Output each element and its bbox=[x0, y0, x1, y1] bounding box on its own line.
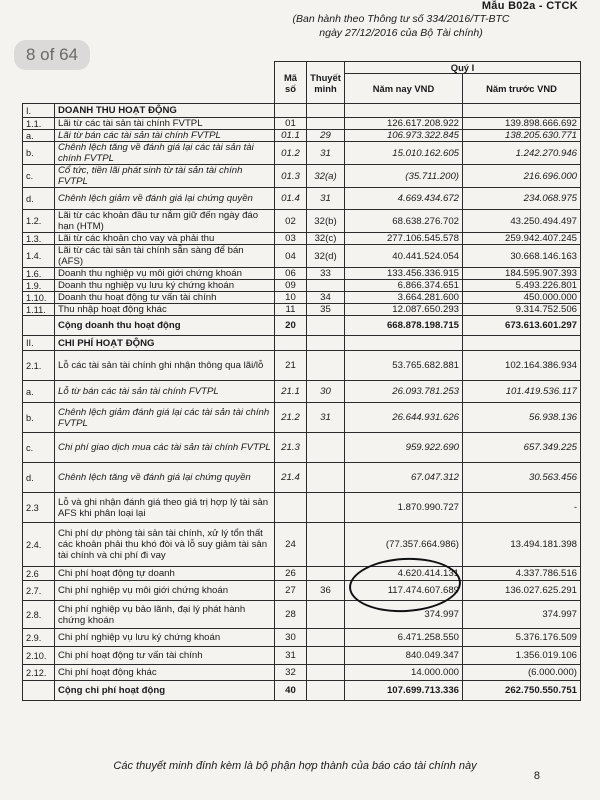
row-current-year: (77.357.664.986) bbox=[345, 523, 463, 567]
row-current-year: 6.866.374.651 bbox=[345, 280, 463, 292]
table-row bbox=[23, 381, 581, 403]
row-note bbox=[307, 104, 345, 118]
table-row bbox=[23, 118, 581, 130]
header-current-year: Năm nay VND bbox=[345, 74, 463, 104]
row-note bbox=[307, 523, 345, 567]
row-previous-year bbox=[463, 104, 581, 118]
row-previous-year: 138.205.630.771 bbox=[463, 130, 581, 142]
table-row bbox=[23, 601, 581, 629]
row-index: II. bbox=[23, 336, 55, 351]
table-row bbox=[23, 233, 581, 245]
form-code: Mẫu B02a - CTCK bbox=[481, 0, 578, 12]
row-current-year: 126.617.208.922 bbox=[345, 118, 463, 130]
row-label: Chênh lệch giảm đánh giá lại các tài sản tài chính FVTPL bbox=[55, 403, 275, 433]
table-row bbox=[23, 463, 581, 493]
row-current-year: 68.638.276.702 bbox=[345, 210, 463, 233]
row-code: 26 bbox=[275, 567, 307, 581]
row-code: 30 bbox=[275, 629, 307, 647]
table-row bbox=[23, 245, 581, 268]
header-previous-year: Năm trước VND bbox=[463, 74, 581, 104]
row-note bbox=[307, 316, 345, 336]
table-row bbox=[23, 647, 581, 665]
header-note: Thuyết minh bbox=[307, 62, 345, 104]
table-row bbox=[23, 280, 581, 292]
row-code: 21 bbox=[275, 351, 307, 381]
row-current-year: 117.474.607.689 bbox=[345, 581, 463, 601]
row-previous-year: 4.337.786.516 bbox=[463, 567, 581, 581]
footnote: Các thuyết minh đính kèm là bộ phận hợp thành của báo cáo tài chính này bbox=[113, 760, 477, 772]
row-note bbox=[307, 629, 345, 647]
total-row bbox=[23, 316, 581, 336]
row-index bbox=[23, 316, 55, 336]
row-previous-year: 101.419.536.117 bbox=[463, 381, 581, 403]
row-index: 1.1. bbox=[23, 118, 55, 130]
row-label: Lỗ và ghi nhận đánh giá theo giá trị hợp lý tài sản AFS khi phân loại lại bbox=[55, 493, 275, 523]
form-subtitle bbox=[236, 12, 566, 40]
row-note: 31 bbox=[307, 142, 345, 165]
row-current-year: 4.669.434.672 bbox=[345, 188, 463, 210]
row-current-year: 106.973.322.845 bbox=[345, 130, 463, 142]
income-statement-table bbox=[22, 61, 581, 701]
row-label: Chi phí dự phòng tài sản tài chính, xử lý tổn thất các khoản phải thu khó đòi và lỗ suy giảm tài sản tài chính và chi phí đi vay bbox=[55, 523, 275, 567]
row-index: 1.11. bbox=[23, 304, 55, 316]
row-code: 02 bbox=[275, 210, 307, 233]
row-note bbox=[307, 118, 345, 130]
table-row bbox=[23, 292, 581, 304]
row-label: Thu nhập hoạt động khác bbox=[55, 304, 275, 316]
row-code: 24 bbox=[275, 523, 307, 567]
table-row bbox=[23, 581, 581, 601]
row-note: 32(d) bbox=[307, 245, 345, 268]
row-note: 36 bbox=[307, 581, 345, 601]
table-row bbox=[23, 304, 581, 316]
row-code: 01.1 bbox=[275, 130, 307, 142]
row-code: 01.3 bbox=[275, 165, 307, 188]
row-code: 01 bbox=[275, 118, 307, 130]
row-note bbox=[307, 665, 345, 681]
row-current-year: 6.471.258.550 bbox=[345, 629, 463, 647]
row-current-year: 107.699.713.336 bbox=[345, 681, 463, 701]
row-note bbox=[307, 493, 345, 523]
table-row bbox=[23, 210, 581, 233]
row-label: Lãi từ các tài sản tài chính FVTPL bbox=[55, 118, 275, 130]
row-index: b. bbox=[23, 403, 55, 433]
row-previous-year: 234.068.975 bbox=[463, 188, 581, 210]
row-index: 1.3. bbox=[23, 233, 55, 245]
row-index: 1.10. bbox=[23, 292, 55, 304]
row-previous-year: 1.356.019.106 bbox=[463, 647, 581, 665]
row-previous-year: 30.563.456 bbox=[463, 463, 581, 493]
row-previous-year: 102.164.386.934 bbox=[463, 351, 581, 381]
row-index: 1.6. bbox=[23, 268, 55, 280]
row-current-year: 26.644.931.626 bbox=[345, 403, 463, 433]
row-previous-year: 259.942.407.245 bbox=[463, 233, 581, 245]
row-current-year: 1.870.990.727 bbox=[345, 493, 463, 523]
row-note: 30 bbox=[307, 381, 345, 403]
row-note bbox=[307, 647, 345, 665]
row-label: Doanh thu nghiệp vụ môi giới chứng khoán bbox=[55, 268, 275, 280]
section-row bbox=[23, 336, 581, 351]
row-note bbox=[307, 463, 345, 493]
page-counter-badge: 8 of 64 bbox=[14, 40, 90, 70]
page-number: 8 bbox=[533, 770, 540, 782]
row-previous-year: 5.376.176.509 bbox=[463, 629, 581, 647]
row-code: 01.2 bbox=[275, 142, 307, 165]
row-label: Chi phí hoạt động khác bbox=[55, 665, 275, 681]
row-current-year: 15.010.162.605 bbox=[345, 142, 463, 165]
row-index: 1.4. bbox=[23, 245, 55, 268]
row-code: 28 bbox=[275, 601, 307, 629]
row-index: 2.4. bbox=[23, 523, 55, 567]
row-code: 20 bbox=[275, 316, 307, 336]
row-code: 09 bbox=[275, 280, 307, 292]
row-note bbox=[307, 336, 345, 351]
row-code: 04 bbox=[275, 245, 307, 268]
row-note bbox=[307, 280, 345, 292]
row-code: 32 bbox=[275, 665, 307, 681]
row-current-year: 53.765.682.881 bbox=[345, 351, 463, 381]
row-current-year: 133.456.336.915 bbox=[345, 268, 463, 280]
row-current-year: 40.441.524.054 bbox=[345, 245, 463, 268]
header-period: Quý I bbox=[345, 62, 581, 74]
table-row bbox=[23, 433, 581, 463]
table-row bbox=[23, 665, 581, 681]
table-row bbox=[23, 493, 581, 523]
row-label: Cổ tức, tiền lãi phát sinh từ tài sản tài chính FVTPL bbox=[55, 165, 275, 188]
row-note bbox=[307, 601, 345, 629]
row-index: 2.10. bbox=[23, 647, 55, 665]
row-code: 01.4 bbox=[275, 188, 307, 210]
row-index: 1.2. bbox=[23, 210, 55, 233]
row-previous-year: 216.696.000 bbox=[463, 165, 581, 188]
row-previous-year: 30.668.146.163 bbox=[463, 245, 581, 268]
row-index: 2.8. bbox=[23, 601, 55, 629]
row-index: 2.9. bbox=[23, 629, 55, 647]
row-note: 31 bbox=[307, 188, 345, 210]
row-code: 11 bbox=[275, 304, 307, 316]
row-previous-year: 9.314.752.506 bbox=[463, 304, 581, 316]
row-code: 21.4 bbox=[275, 463, 307, 493]
row-index: a. bbox=[23, 381, 55, 403]
row-index: 2.1. bbox=[23, 351, 55, 381]
table-row bbox=[23, 567, 581, 581]
row-index: c. bbox=[23, 165, 55, 188]
row-note: 31 bbox=[307, 403, 345, 433]
row-previous-year: - bbox=[463, 493, 581, 523]
row-label: Chênh lệch tăng về đánh giá lại chứng quyền bbox=[55, 463, 275, 493]
row-previous-year: 1.242.270.946 bbox=[463, 142, 581, 165]
row-code: 06 bbox=[275, 268, 307, 280]
table-row bbox=[23, 142, 581, 165]
row-code: 40 bbox=[275, 681, 307, 701]
row-current-year: 67.047.312 bbox=[345, 463, 463, 493]
row-previous-year: 139.898.666.692 bbox=[463, 118, 581, 130]
row-note: 35 bbox=[307, 304, 345, 316]
row-previous-year: 13.494.181.398 bbox=[463, 523, 581, 567]
table-row bbox=[23, 130, 581, 142]
row-current-year: 14.000.000 bbox=[345, 665, 463, 681]
row-label: Lỗ các tài sản tài chính ghi nhận thông qua lãi/lỗ bbox=[55, 351, 275, 381]
table-row bbox=[23, 188, 581, 210]
row-label: Chi phí hoạt động tư vấn tài chính bbox=[55, 647, 275, 665]
row-label: Doanh thu hoạt động tư vấn tài chính bbox=[55, 292, 275, 304]
table-row bbox=[23, 351, 581, 381]
row-current-year bbox=[345, 104, 463, 118]
row-index: 1.9. bbox=[23, 280, 55, 292]
row-index: I. bbox=[23, 104, 55, 118]
row-note: 29 bbox=[307, 130, 345, 142]
row-label: Lãi từ các khoản cho vay và phải thu bbox=[55, 233, 275, 245]
row-label: Chênh lệch giảm về đánh giá lại chứng quyền bbox=[55, 188, 275, 210]
row-label: Chi phí nghiệp vụ môi giới chứng khoán bbox=[55, 581, 275, 601]
issued-line-2: ngày 27/12/2016 của Bộ Tài chính) bbox=[319, 27, 483, 39]
row-label: Chi phí nghiệp vụ lưu ký chứng khoán bbox=[55, 629, 275, 647]
row-note: 32(a) bbox=[307, 165, 345, 188]
row-label: Chi phí giao dịch mua các tài sản tài chính FVTPL bbox=[55, 433, 275, 463]
row-label: Lỗ từ bán các tài sản tài chính FVTPL bbox=[55, 381, 275, 403]
table-row bbox=[23, 268, 581, 280]
row-current-year: 668.878.198.715 bbox=[345, 316, 463, 336]
row-previous-year: 184.595.907.393 bbox=[463, 268, 581, 280]
row-index: b. bbox=[23, 142, 55, 165]
row-previous-year: 136.027.625.291 bbox=[463, 581, 581, 601]
row-note bbox=[307, 681, 345, 701]
row-previous-year: 43.250.494.497 bbox=[463, 210, 581, 233]
row-current-year: 277.106.545.578 bbox=[345, 233, 463, 245]
row-current-year: 26.093.781.253 bbox=[345, 381, 463, 403]
row-label: CHI PHÍ HOẠT ĐỘNG bbox=[55, 336, 275, 351]
row-label: Chi phí hoạt động tự doanh bbox=[55, 567, 275, 581]
row-index: d. bbox=[23, 188, 55, 210]
row-label: Chi phí nghiệp vụ bảo lãnh, đại lý phát hành chứng khoán bbox=[55, 601, 275, 629]
row-note bbox=[307, 567, 345, 581]
row-previous-year: (6.000.000) bbox=[463, 665, 581, 681]
row-code: 31 bbox=[275, 647, 307, 665]
header-code: Mã số bbox=[275, 62, 307, 104]
row-label: Cộng doanh thu hoạt động bbox=[55, 316, 275, 336]
row-code: 21.2 bbox=[275, 403, 307, 433]
row-index: 2.3 bbox=[23, 493, 55, 523]
table-row bbox=[23, 629, 581, 647]
row-note: 32(c) bbox=[307, 233, 345, 245]
row-code: 21.3 bbox=[275, 433, 307, 463]
row-note bbox=[307, 351, 345, 381]
row-index bbox=[23, 681, 55, 701]
row-previous-year: 56.938.136 bbox=[463, 403, 581, 433]
row-code: 03 bbox=[275, 233, 307, 245]
row-current-year bbox=[345, 336, 463, 351]
row-label: Chênh lệch tăng về đánh giá lại các tài sản tài chính FVTPL bbox=[55, 142, 275, 165]
row-label: Doanh thu nghiệp vụ lưu ký chứng khoán bbox=[55, 280, 275, 292]
row-current-year: 4.620.414.131 bbox=[345, 567, 463, 581]
row-label: Lãi từ bán các tài sản tài chính FVTPL bbox=[55, 130, 275, 142]
table-row bbox=[23, 403, 581, 433]
section-row bbox=[23, 104, 581, 118]
row-previous-year: 657.349.225 bbox=[463, 433, 581, 463]
row-index: c. bbox=[23, 433, 55, 463]
row-previous-year: 450.000.000 bbox=[463, 292, 581, 304]
issued-line-1: (Ban hành theo Thông tư số 334/2016/TT-BTC bbox=[292, 13, 510, 25]
row-code: 27 bbox=[275, 581, 307, 601]
row-current-year: 12.087.650.293 bbox=[345, 304, 463, 316]
row-previous-year: 673.613.601.297 bbox=[463, 316, 581, 336]
row-label: DOANH THU HOẠT ĐỘNG bbox=[55, 104, 275, 118]
table-row bbox=[23, 523, 581, 567]
row-note bbox=[307, 433, 345, 463]
row-previous-year: 5.493.226.801 bbox=[463, 280, 581, 292]
row-label: Lãi từ các tài sản tài chính sẵn sàng để bán (AFS) bbox=[55, 245, 275, 268]
row-previous-year bbox=[463, 336, 581, 351]
row-index: a. bbox=[23, 130, 55, 142]
row-note: 33 bbox=[307, 268, 345, 280]
row-index: 2.12. bbox=[23, 665, 55, 681]
row-previous-year: 374.997 bbox=[463, 601, 581, 629]
row-current-year: (35.711.200) bbox=[345, 165, 463, 188]
header-blank bbox=[23, 62, 275, 104]
row-label: Lãi từ các khoản đầu tư nắm giữ đến ngày đáo hạn (HTM) bbox=[55, 210, 275, 233]
row-note: 32(b) bbox=[307, 210, 345, 233]
row-code bbox=[275, 104, 307, 118]
row-current-year: 959.922.690 bbox=[345, 433, 463, 463]
row-code: 10 bbox=[275, 292, 307, 304]
total-row bbox=[23, 681, 581, 701]
row-code: 21.1 bbox=[275, 381, 307, 403]
row-current-year: 840.049.347 bbox=[345, 647, 463, 665]
row-current-year: 3.664.281.600 bbox=[345, 292, 463, 304]
row-code bbox=[275, 493, 307, 523]
row-current-year: 374.997 bbox=[345, 601, 463, 629]
row-code bbox=[275, 336, 307, 351]
row-label: Cộng chi phí hoạt động bbox=[55, 681, 275, 701]
row-note: 34 bbox=[307, 292, 345, 304]
row-index: 2.7. bbox=[23, 581, 55, 601]
row-index: 2.6 bbox=[23, 567, 55, 581]
table-row bbox=[23, 165, 581, 188]
row-index: d. bbox=[23, 463, 55, 493]
row-previous-year: 262.750.550.751 bbox=[463, 681, 581, 701]
